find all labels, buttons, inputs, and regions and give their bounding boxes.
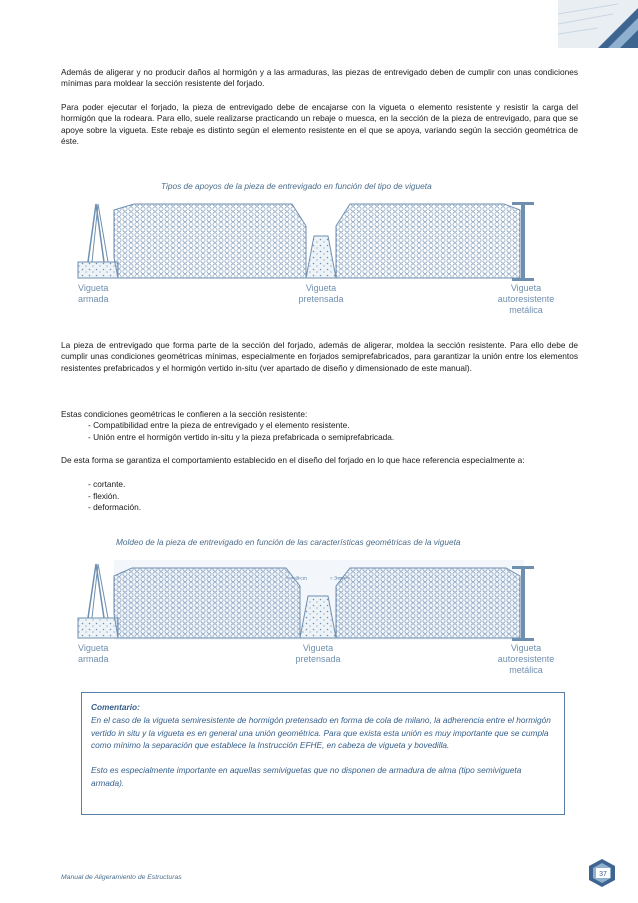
conditions-list: [88, 420, 394, 443]
fig2-label-metalica-3: metálica: [509, 665, 543, 675]
vigueta-pretensada-shape: [306, 236, 336, 278]
support-paragraph: Para poder ejecutar el forjado, la pieza de entrevigado debe de encajarse con la vigueta o elemento resistente y resistir la carga del hormigón que la rodeara. Para ello, suele realizarse practicando un rebaje o muesca, en la sección de la pieza de entrevigado, para que se apoye sobre la vigueta. Este rebaje es distinto según el elemento resistente en el que se apoya, variando según la sección geométrica de éste.: [61, 102, 578, 147]
comment-text-1: En el caso de la vigueta semiresistente de hormigón pretensado en forma de cola de milano, la adherencia entre el hormigón vertido in situ y la vigueta es en general una unión geométrica. Para que exista esta unión es muy importante que se cumpla como mínimo la separación que establece la Instrucción EFHE, en cabeza de vigueta y bovedilla.: [91, 714, 551, 751]
bovedilla-right-2: [336, 568, 520, 638]
figure2-diagram: [74, 556, 564, 680]
comment-title: Comentario:: [91, 702, 140, 712]
fig2-label-metalica-1: Vigueta: [510, 643, 542, 653]
fig2-label-pretensada-1: Vigueta: [302, 643, 334, 653]
fig2-label-pretensada-2: pretensada: [295, 654, 341, 664]
bovedilla-right: [336, 204, 520, 278]
fig1-label-metalica-1: Vigueta: [510, 283, 542, 293]
fig1-label-armada-2: armada: [78, 294, 109, 304]
list-item: - flexión.: [88, 490, 120, 501]
list-item: - Unión entre el hormigón vertido in-situ y la pieza prefabricada o semiprefabricada.: [88, 431, 395, 442]
fig1-label-armada-1: Vigueta: [78, 283, 109, 293]
fig2-dim-left: ≈ 3 cm: [292, 576, 307, 582]
vigueta-armada-shape-2: [78, 564, 118, 638]
fig1-label-pretensada-2: pretensada: [298, 294, 344, 304]
moulding-paragraph: La pieza de entrevigado que forma parte de la sección del forjado, además de aligerar, moldea la sección resistente. Para ello debe de cumplir unas condiciones geométricas mínimas, especialmente en forjados semiprefabricados, para garantizar la unión entre los elementos resistentes prefabricados y el hormigón vertido in-situ (ver apartado de diseño y dimensionado de este manual).: [61, 340, 578, 373]
page-number: 37: [599, 871, 607, 878]
behaviour-list: [88, 479, 141, 514]
intro-paragraph: Además de aligerar y no producir daños al hormigón y a las armaduras, las piezas de entrevigado deben de cumplir con unas condiciones mínimas para moldear la sección resistente del forjado.: [61, 67, 578, 89]
behaviour-paragraph: De esta forma se garantiza el comportamiento establecido en el diseño del forjado en lo que hace referencia especialmente a:: [61, 455, 525, 465]
comment-box: [81, 692, 565, 815]
page-number-badge: [588, 858, 616, 888]
fig1-label-metalica-3: metálica: [509, 305, 543, 315]
fig2-label-armada-2: armada: [78, 654, 109, 664]
figure1-caption: Tipos de apoyos de la pieza de entrevigado en función del tipo de vigueta: [161, 181, 432, 191]
bovedilla-left: [114, 204, 306, 278]
conditions-intro: Estas condiciones geométricas le confieren a la sección resistente:: [61, 409, 308, 419]
fig1-label-metalica-2: autoresistente: [497, 294, 555, 304]
list-item: - cortante.: [88, 479, 126, 489]
vigueta-armada-shape: [78, 204, 118, 278]
fig2-dim-right: ≈ 3 cm: [330, 576, 345, 582]
fig1-label-pretensada-1: Vigueta: [305, 283, 337, 293]
list-item: - deformación.: [88, 502, 142, 513]
list-item: - Compatibilidad entre la pieza de entrevigado y el elemento resistente.: [88, 420, 350, 430]
bovedilla-left-2: [114, 568, 300, 638]
comment-text-2: Esto es especialmente importante en aquellas semiviguetas que no disponen de armadura de alma (tipo semivigueta armada).: [91, 765, 522, 788]
fig2-label-armada-1: Vigueta: [78, 643, 109, 653]
figure1-diagram: [74, 196, 564, 320]
figure2-caption: Moldeo de la pieza de entrevigado en función de las características geométricas de la vigueta: [116, 537, 461, 547]
corner-decoration: [558, 0, 638, 48]
fig2-label-metalica-2: autoresistente: [497, 654, 555, 664]
footer-title: Manual de Aligeramiento de Estructuras: [61, 874, 182, 881]
